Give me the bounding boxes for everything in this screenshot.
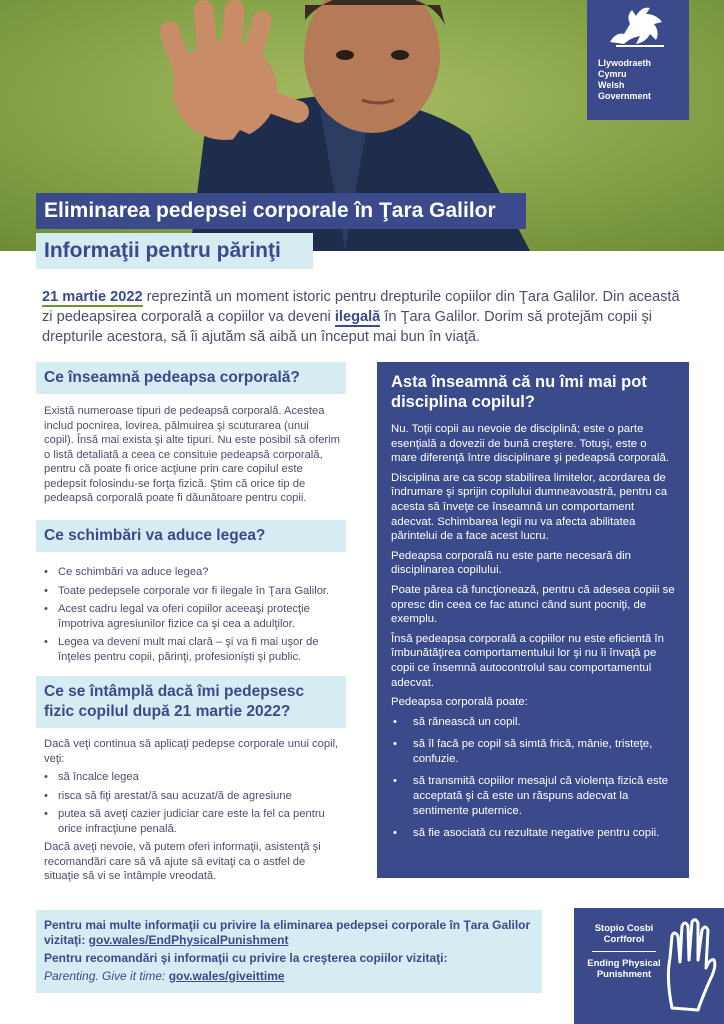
more-info-line — [44, 918, 534, 948]
consequences-list — [44, 770, 340, 836]
list-item: • Ce schimbări va aduce legea? — [44, 565, 340, 580]
parenting-tagline: Parenting. Give it time: — [44, 969, 169, 983]
panel-paragraph: Nu. Toţii copii au nevoie de disciplină; este o parte esenţială a dovezii de bună creştere. Totuşi, este o mare diferenţă între disciplinare şi pedeapsă corporală. — [391, 423, 669, 465]
intro-text-1: reprezintă un moment istoric pentru drepturile copiilor din Ţara Galilor. Din această zi pedeapsirea corporală a copiilor va deveni — [42, 289, 680, 325]
intro-date: 21 martie 2022 — [42, 289, 143, 305]
section-law-changes-heading: Ce schimbări va aduce legea? — [36, 520, 346, 552]
list-item: • Acest cadru legal va oferi copiilor aceeaşi protecţie împotriva agresiunilor fizice ca şi cea a adulţilor. — [44, 602, 340, 631]
list-item: • să rănească un copil. — [391, 715, 675, 730]
section-law-changes-body — [44, 565, 340, 668]
panel-paragraph: Însă pedeapsa corporală a copiilor nu este eficientă în îmbunătăţirea comportamentului lor şi nu îi învaţă pe copii ce însemnă autocontrolul sau comportamentul adecvat. — [391, 632, 664, 689]
list-item: • risca să fiţi arestat/ă sau acuzat/ă de agresiune — [44, 789, 340, 804]
list-item: • putea să aveţi cazier judiciar care este la fel ca pentru orice infracţiune penală. — [44, 807, 340, 836]
section-corporal-punishment-heading: Ce înseamnă pedeapsa corporală? — [36, 362, 346, 394]
intro-illegal: ilegală — [334, 309, 381, 325]
parenting-info-line: Pentru recomandări şi informaţii cu privire la creşterea copiilor vizitaţi: — [44, 951, 448, 965]
ep-logo-welsh: Stopio Cosbi Corfforol — [594, 923, 654, 945]
hand-icon — [662, 918, 718, 1014]
section-consequences-heading: Ce se întâmplă dacă îmi pedepsesc fizic copilul după 21 martie 2022? — [36, 676, 346, 728]
ep-logo-english: Ending Physical Punishment — [587, 958, 661, 980]
list-item: • Toate pedepsele corporale vor fi ilegale în Ţara Galilor. — [44, 584, 340, 599]
welsh-dragon-icon — [606, 2, 670, 48]
panel-paragraph: Pedeapsa corporală poate: — [391, 696, 528, 709]
logo-line-welsh: Llywodraeth Cymru — [598, 58, 652, 79]
ending-physical-punishment-logo — [574, 908, 724, 1024]
intro-paragraph — [42, 287, 692, 347]
panel-paragraph: Pedeapsa corporală nu este parte necesară din disciplinarea copilului. — [391, 549, 631, 577]
more-info-text: Pentru mai multe informaţii cu privire la eliminarea pedepsei corporale în Ţara Galilor vizitaţi: — [44, 918, 531, 947]
end-punishment-link[interactable]: gov.wales/EndPhysicalPunishment — [88, 933, 289, 947]
list-item: • să fie asociată cu rezultate negative pentru copii. — [391, 826, 675, 841]
more-info-box — [36, 910, 542, 993]
ep-logo-text — [584, 923, 664, 980]
list-item: • să transmită copiilor mesajul că violenţa fizică este acceptată şi că este un răspuns adecvat la sentimente puternice. — [391, 774, 675, 818]
page-title: Eliminarea pedepsei corporale în Ţara Galilor — [36, 193, 526, 229]
discipline-panel — [377, 362, 689, 878]
panel-list — [391, 715, 675, 841]
ep-logo-divider — [592, 951, 656, 952]
parenting-tagline-line — [44, 969, 534, 984]
panel-paragraph: Disciplina are ca scop stabilirea limitelor, acordarea de îndrumare şi sprijin copilului dumneavoastră, pentru ca acesta să înveţe ce înseamnă un comportament adecvat. Schimbarea legii nu va afecta abilitatea părintelui de a face acest lucru. — [391, 471, 668, 543]
section-paragraph: Dacă veţi continua să aplicaţi pedepse corporale unui copil, veţi: — [44, 738, 339, 765]
page-subtitle: Informaţii pentru părinţi — [36, 233, 313, 269]
section-paragraph: Dacă aveţi nevoie, vă putem oferi informaţii, asistenţă şi recomandări care să vă ajute să evitaţi ca o astfel de situaţie să vi se întâmple vreodată. — [44, 841, 321, 882]
give-it-time-link[interactable]: gov.wales/giveittime — [168, 969, 285, 983]
welsh-government-logo — [587, 0, 689, 120]
intro-text-2: în Ţara Galilor. Dorim să protejăm copii şi drepturile acestora, să îi ajutăm să aibă un început mai bun în viaţă. — [42, 309, 652, 345]
panel-paragraph: Poate părea că funcţionează, pentru că adesea copiii se opresc din ceea ce fac atunci când sunt pocniţi, de exemplu. — [391, 583, 675, 626]
list-item: • să încalce legea — [44, 770, 340, 785]
section-paragraph: Există numeroase tipuri de pedeapsă corporală. Acestea includ pocnirea, lovirea, pălmuirea şi scuturarea (unui copil). Însă mai exista şi alte tipuri. Nu este posibil să oferim o listă detaliată a ceea ce consituie pedeapsă corporală, pentru că poate fi orice acţiune prin care copilul este pedepsit folosindu-se forţa fizică. Ştim că orice tip de pedeapsă corporală poate fi dăunătoare pentru copii. — [44, 405, 340, 504]
list-item: • să îl facă pe copil să simtă frică, mânie, tristeţe, confuzie. — [391, 737, 675, 766]
law-changes-list — [44, 565, 340, 664]
logo-line-english: Welsh Government — [598, 80, 652, 101]
panel-heading: Asta înseamnă că nu îmi mai pot disciplina copilul? — [391, 373, 647, 411]
section-consequences-body — [44, 737, 340, 888]
list-item: • Legea va deveni mult mai clară – şi va fi mai uşor de înţeles pentru copii, părinţi, profesionişti şi public. — [44, 635, 340, 664]
section-corporal-punishment-body — [44, 404, 340, 510]
